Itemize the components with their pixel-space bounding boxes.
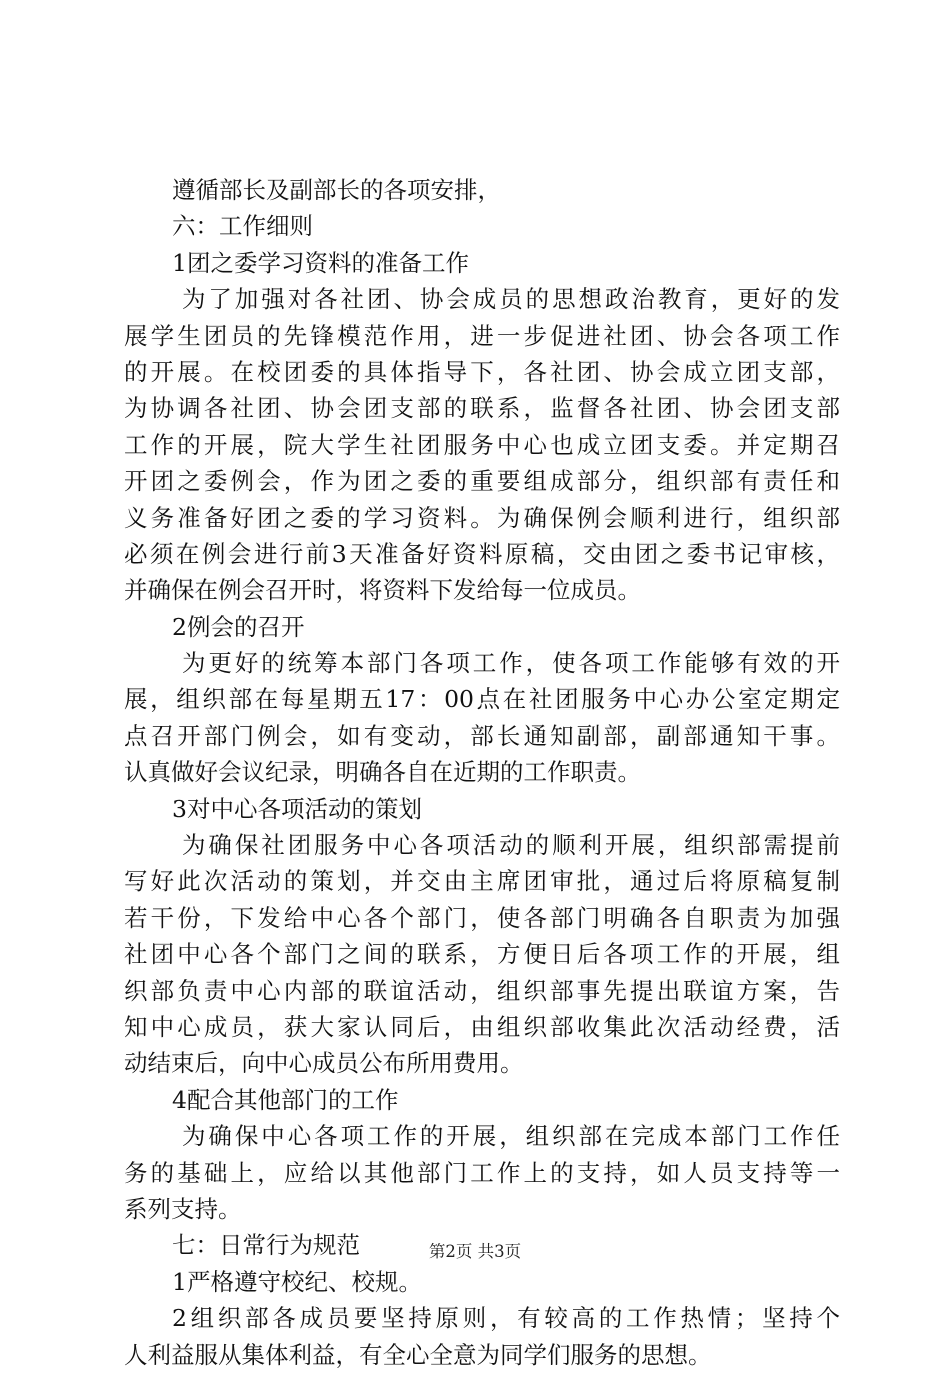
text-line: 织部负责中心内部的联谊活动，组织部事先提出联谊方案，告 — [124, 976, 840, 1005]
text-line: 工作的开展，院大学生社团服务中心也成立团支委。并定期召 — [124, 430, 840, 459]
text-line: 3对中心各项活动的策划 — [172, 794, 422, 823]
text-line: 认真做好会议纪录，明确各自在近期的工作职责。 — [124, 758, 641, 787]
document-body — [124, 172, 840, 1373]
text-line: 知中心成员，获大家认同后，由组织部收集此次活动经费，活 — [124, 1012, 840, 1041]
text-line: 写好此次活动的策划，并交由主席团审批，通过后将原稿复制 — [124, 867, 840, 896]
text-line: 开团之委例会，作为团之委的重要组成部分，组织部有责任和 — [124, 467, 840, 496]
text-line: 遵循部长及副部长的各项安排， — [172, 176, 501, 204]
text-line: 展学生团员的先锋模范作用，进一步促进社团、协会各项工作 — [124, 321, 840, 350]
text-line: 务的基础上，应给以其他部门工作上的支持，如人员支持等一 — [124, 1158, 840, 1187]
text-line: 2组织部各成员要坚持原则，有较高的工作热情；坚持个 — [172, 1304, 840, 1333]
text-line: 1团之委学习资料的准备工作 — [172, 248, 469, 277]
text-line: 社团中心各个部门之间的联系，方便日后各项工作的开展，组 — [124, 940, 840, 969]
text-line: 并确保在例会召开时，将资料下发给每一位成员。 — [124, 576, 641, 605]
text-line: 六：工作细则 — [172, 212, 313, 241]
text-line: 义务准备好团之委的学习资料。为确保例会顺利进行，组织部 — [124, 503, 840, 532]
text-line: 展，组织部在每星期五17：00点在社团服务中心办公室定期定 — [124, 685, 840, 714]
text-line: 1严格遵守校纪、校规。 — [172, 1267, 422, 1296]
text-line: 的开展。在校团委的具体指导下，各社团、协会成立团支部， — [124, 357, 840, 386]
text-line: 系列支持。 — [124, 1194, 242, 1223]
text-line: 4配合其他部门的工作 — [172, 1085, 399, 1114]
text-line: 为更好的统筹本部门各项工作，使各项工作能够有效的开 — [182, 649, 840, 678]
text-line: 为确保中心各项工作的开展，组织部在完成本部门工作任 — [182, 1122, 840, 1151]
text-line: 若干份，下发给中心各个部门，使各部门明确各自职责为加强 — [124, 903, 840, 932]
text-line: 为了加强对各社团、协会成员的思想政治教育，更好的发 — [182, 285, 840, 314]
text-line: 为协调各社团、协会团支部的联系，监督各社团、协会团支部 — [124, 394, 840, 423]
text-line: 点召开部门例会，如有变动，部长通知副部，副部通知干事。 — [124, 721, 840, 750]
text-line: 动结束后，向中心成员公布所用费用。 — [124, 1049, 524, 1078]
text-line: 必须在例会进行前3天准备好资料原稿，交由团之委书记审核， — [124, 539, 840, 568]
text-line: 为确保社团服务中心各项活动的顺利开展，组织部需提前 — [182, 831, 840, 860]
text-line: 七：日常行为规范 — [172, 1231, 360, 1260]
text-line: 2例会的召开 — [172, 612, 305, 641]
page-footer: 第2页 共3页 — [428, 1242, 522, 1261]
text-line: 人利益服从集体利益，有全心全意为同学们服务的思想。 — [124, 1340, 712, 1369]
